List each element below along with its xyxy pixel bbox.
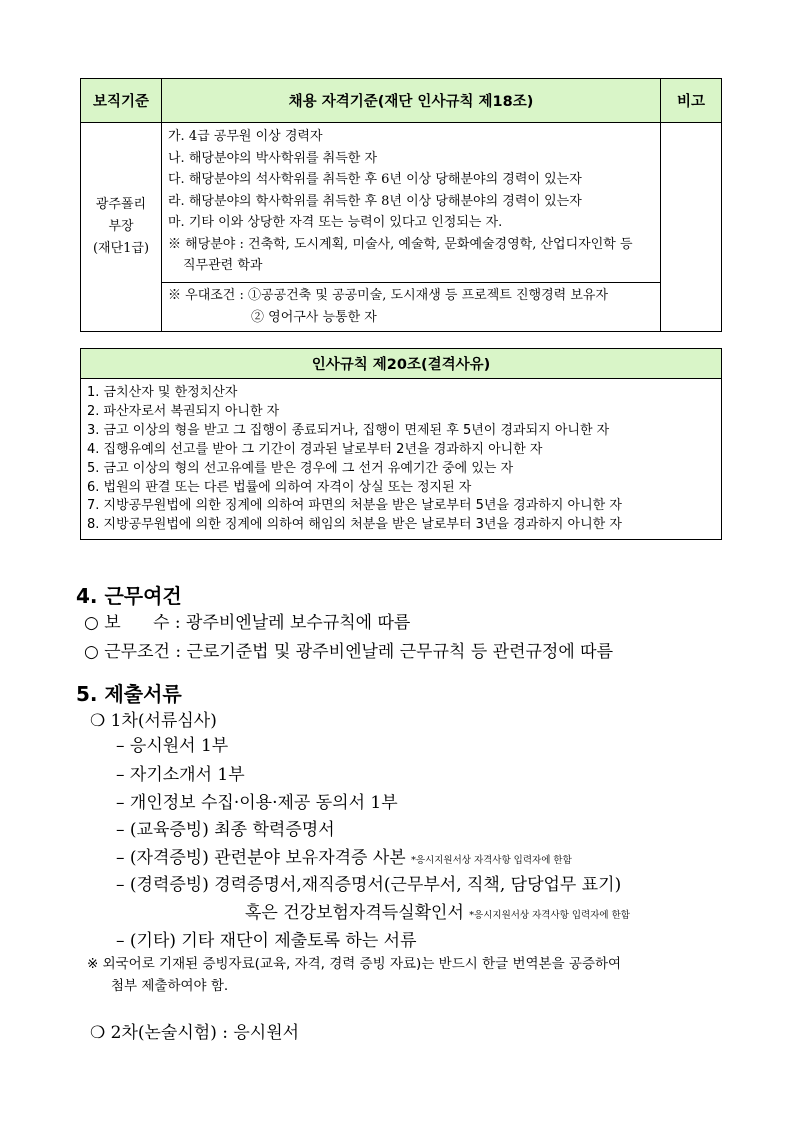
notice-line: 첨부 제출하여야 함. (111, 978, 229, 994)
section4-title: 4. 근무여건 (76, 584, 182, 608)
disqualification-item: 6. 법원의 판결 또는 다른 법률에 의하여 자격이 상실 또는 정지된 자 (87, 479, 472, 495)
qualification-field-note: ※ 해당분야 : 건축학, 도시계획, 미술사, 예술학, 문화예술경영학, 산업디자인학 등 (168, 236, 633, 252)
preference-item: ② 영어구사 능통한 자 (251, 309, 377, 325)
document-item: – (경력증빙) 경력증명서,재직증명서(근무부서, 직책, 담당업무 표기) (116, 875, 622, 895)
document-item: – 응시원서 1부 (116, 736, 229, 756)
disqualification-item: 2. 파산자로서 복권되지 아니한 자 (87, 403, 280, 419)
document-item-cont: 혹은 건강보험자격득실확인서 (245, 903, 464, 923)
section5-title: 5. 제출서류 (76, 682, 182, 706)
section4-pay-line: ○ 보 수 : 광주비엔날레 보수규칙에 따름 (84, 613, 411, 633)
disqualification-item: 4. 집행유예의 선고를 받아 그 기간이 경과된 날로부터 2년을 경과하지 아니한 자 (87, 441, 543, 457)
document-item: – (기타) 기타 재단이 제출토록 하는 서류 (116, 931, 417, 951)
qualification-item: 나. 해당분야의 박사학위를 취득한 자 (168, 150, 378, 166)
qualification-table (80, 78, 722, 332)
header-remarks: 비고 (661, 79, 722, 123)
disqualification-list (81, 379, 722, 540)
notice-line: ※ 외국어로 기재된 증빙자료(교육, 자격, 경력 증빙 자료)는 반드시 한글 번역본을 공증하여 (87, 956, 622, 972)
preference-row (81, 283, 722, 332)
document-item-with-note (245, 898, 630, 923)
remarks-cell (661, 123, 722, 332)
disqualification-item: 1. 금치산자 및 한정치산자 (87, 385, 238, 400)
preference-item: ※ 우대조건 : ①공공건축 및 공공미술, 도시재생 등 프로젝트 진행경력 보유자 (168, 288, 609, 303)
document-item-with-note (116, 843, 572, 868)
qualification-item: 라. 해당분야의 학사학위를 취득한 후 8년 이상 당해분야의 경력이 있는자 (168, 193, 582, 209)
section5-second-stage: ❍ 2차(논술시험) : 응시원서 (90, 1023, 300, 1043)
small-note: *응시지원서상 자격사항 입력자에 한함 (411, 855, 572, 866)
section4-conditions-line: ○ 근무조건 : 근로기준법 및 광주비엔날레 근무규칙 등 관련규정에 따름 (84, 642, 614, 662)
position-line: (재단1급) (92, 241, 150, 256)
qualification-field-note-cont: 직무관련 학과 (183, 258, 263, 273)
section5-first-stage: ❍ 1차(서류심사) (90, 711, 217, 731)
header-qualification-criteria: 채용 자격기준(재단 인사규칙 제18조) (162, 79, 661, 123)
disqualification-item: 8. 지방공무원법에 의한 징계에 의하여 해임의 처분을 받은 날로부터 3년을 경과하지 아니한 자 (87, 517, 622, 533)
position-line: 광주폴리 (95, 197, 147, 212)
qualification-table-header (81, 79, 722, 123)
position-line: 부장 (108, 219, 134, 234)
position-cell (81, 123, 162, 332)
disqualification-table (80, 348, 722, 540)
document-item: – 자기소개서 1부 (116, 765, 245, 785)
disqualification-header: 인사규칙 제20조(결격사유) (81, 349, 722, 379)
disqualification-item: 7. 지방공무원법에 의한 징계에 의하여 파면의 처분을 받은 날로부터 5년을 경과하지 아니한 자 (87, 498, 622, 514)
qualification-item: 가. 4급 공무원 이상 경력자 (168, 129, 323, 144)
disqualification-body-row (81, 379, 722, 540)
document-item: – (자격증빙) 관련분야 보유자격증 사본 (116, 848, 406, 868)
qualification-item: 다. 해당분야의 석사학위를 취득한 후 6년 이상 당해분야의 경력이 있는자 (168, 172, 582, 187)
disqualification-item: 5. 금고 이상의 형의 선고유예를 받은 경우에 그 선거 유예기간 중에 있는 자 (87, 460, 514, 476)
disqualification-header-row (81, 349, 722, 379)
document-item: – (교육증빙) 최종 학력증명서 (116, 820, 335, 840)
qualification-cell (162, 123, 661, 283)
document-item: – 개인정보 수집·이용·제공 동의서 1부 (116, 793, 398, 813)
small-note: *응시지원서상 자격사항 입력자에 한함 (469, 910, 630, 921)
qualification-item: 마. 기타 이와 상당한 자격 또는 능력이 있다고 인정되는 자. (168, 215, 503, 230)
translation-notice (87, 953, 727, 997)
qualification-row (81, 123, 722, 283)
preference-cell (162, 283, 661, 332)
header-position-criteria: 보직기준 (81, 79, 162, 123)
disqualification-item: 3. 금고 이상의 형을 받고 그 집행이 종료되거나, 집행이 면제된 후 5년이 경과되지 아니한 자 (87, 422, 610, 438)
